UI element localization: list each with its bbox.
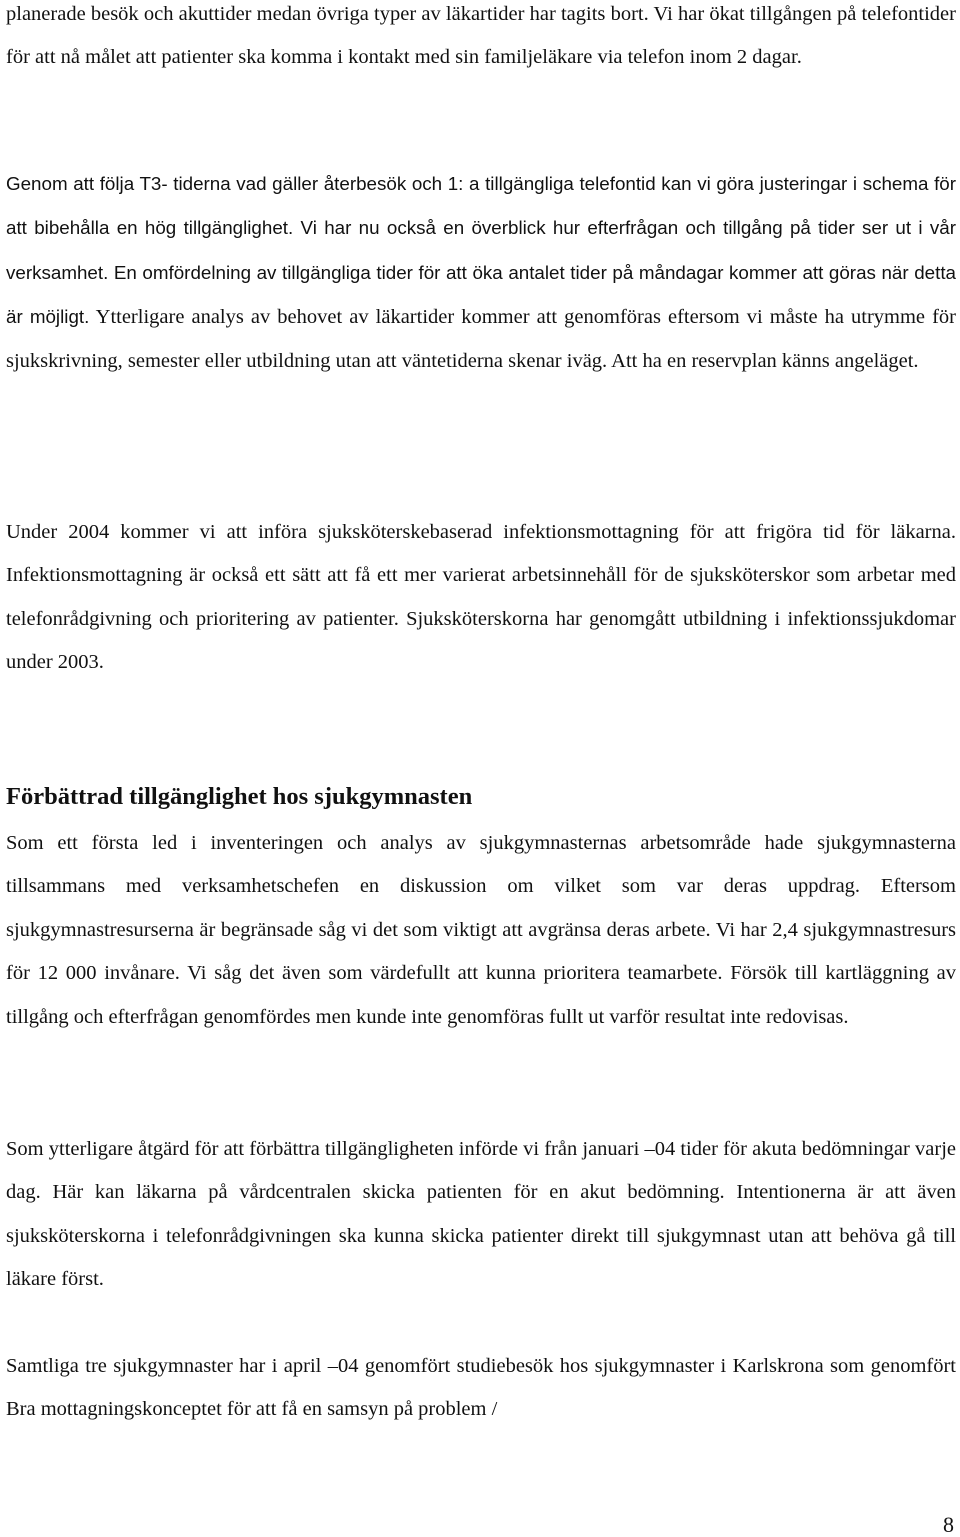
paragraph-physio-inventory: Som ett första led i inventeringen och analys av sjukgymnasternas arbetsområde hade sjukgymnasterna tillsammans med verksamhetschefen en diskussion om vilket som var deras uppdrag. Eftersom sjukgymnastresurserna är begränsade såg vi det som viktigt att avgränsa deras arbete. Vi har 2,4 sjukgymnastresurs för 12 000 invånare. Vi såg det även som värdefullt att kunna prioritera teamarbete. Försök till kartläggning av tillgång och efterfrågan genomfördes men kunde inte genomföras fullt ut varför resultat inte redovisas. [6, 832, 956, 1028]
paragraph-t3-schedule [6, 162, 956, 383]
paragraph-t3-serif-text: Ytterligare analys av behovet av läkartider kommer att genomföras eftersom vi måste ha utrymme för sjukskrivning, semester eller utbildning utan att väntetiderna skenar iväg. Att ha en reservplan känns angeläget. [6, 306, 956, 372]
paragraph-acute-assessment: Som ytterligare åtgärd för att förbättra tillgängligheten införde vi från januari –04 tider för akuta bedömningar varje dag. Här kan läkarna på vårdcentralen skicka patienten för en akut bedömning. Intentionerna är att även sjuksköterskorna i telefonrådgivningen ska kunna skicka patienter direkt till sjukgymnast utan att behöva gå till läkare först. [6, 1138, 956, 1291]
paragraph-t3-sans-text: Genom att följa T3- tiderna vad gäller återbesök och 1: a tillgängliga telefontid kan vi göra justeringar i schema för att bibehålla en hög tillgänglighet. Vi har nu också en överblick hur efterfrågan och tillgång på tider ser ut i vår verksamhet. En omfördelning av tillgängliga tider för att öka antalet tider på måndagar kommer att göras när detta är möjligt. [6, 173, 956, 328]
paragraph-infection-clinic: Under 2004 kommer vi att införa sjuksköterskebaserad infektionsmottagning för att frigöra tid för läkarna. Infektionsmottagning är också ett sätt att få ett mer varierat arbetsinnehåll för de sjuksköterskor som arbetar med telefonrådgivning och prioritering av patienter. Sjuksköterskorna har genomgått utbildning i infektionssjukdomar under 2003. [6, 521, 956, 674]
section-heading: Förbättrad tillgänglighet hos sjukgymnasten [6, 783, 473, 810]
paragraph-study-visit: Samtliga tre sjukgymnaster har i april –04 genomfört studiebesök hos sjukgymnaster i Karlskrona som genomfört Bra mottagningskonceptet för att få en samsyn på problem / [6, 1355, 956, 1421]
paragraph-intro: planerade besök och akuttider medan övriga typer av läkartider har tagits bort. Vi har ökat tillgången på telefontider för att nå målet att patienter ska komma i kontakt med sin familjeläkare via telefon inom 2 dagar. [6, 3, 956, 69]
page-number: 8 [943, 1512, 954, 1537]
